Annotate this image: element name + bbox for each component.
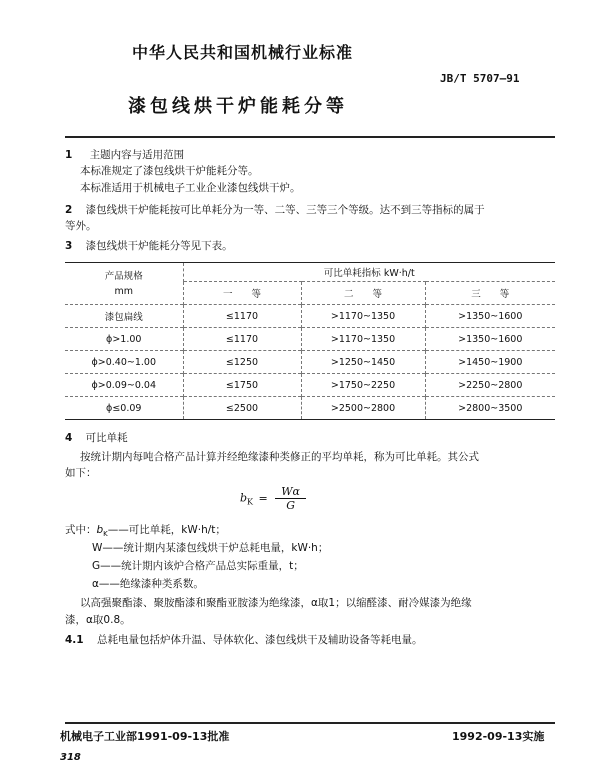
section-number: 3: [65, 240, 73, 252]
section-number: 2: [65, 204, 73, 216]
grade-3-cell: >1350~1600: [425, 328, 555, 351]
spec-header-unit: mm: [114, 285, 133, 297]
section-title: 可比单耗: [85, 432, 128, 444]
section-number: 1: [65, 149, 73, 161]
spec-header: [65, 263, 183, 305]
spec-cell: ϕ>1.00: [65, 328, 183, 351]
grade-3-cell: >1450~1900: [425, 351, 555, 374]
section-2-line: [65, 202, 555, 218]
grade-2-header: 二 等: [301, 282, 425, 305]
where-label: 式中：: [65, 524, 97, 536]
grade-1-cell: ≤1250: [183, 351, 301, 374]
section-4-heading: [65, 430, 128, 446]
def-symbol: b: [96, 524, 104, 536]
table-row: [65, 374, 555, 397]
energy-grade-table: [65, 262, 555, 420]
grade-2-cell: >1250~1450: [301, 351, 425, 374]
paragraph: 本标准规定了漆包线烘干炉能耗分等。: [80, 165, 259, 177]
spec-cell: ϕ≤0.09: [65, 397, 183, 420]
page-number: 318: [60, 752, 81, 763]
definition-line: G——统计期内该炉合格产品总实际重量，t；: [92, 560, 304, 572]
formula-numerator: Wα: [275, 485, 306, 499]
grade-1-cell: ≤1750: [183, 374, 301, 397]
def-text: ——可比单耗，kW·h/t；: [107, 524, 226, 536]
def-symbol-subscript: K: [103, 530, 108, 539]
grade-3-cell: >1350~1600: [425, 305, 555, 328]
grade-1-header: 一 等: [183, 282, 301, 305]
formula-fraction: [275, 485, 306, 512]
formula-lhs: b: [240, 491, 248, 505]
paragraph-text: 漆包线烘干炉能耗按可比单耗分为一等、二等、三等三个等级。达不到三等指标的属于: [85, 204, 485, 216]
footer-rule: [65, 722, 555, 724]
spec-cell: 漆包扁线: [65, 305, 183, 328]
paragraph-continuation: 漆，α取0.8。: [65, 614, 131, 626]
grade-2-cell: >1170~1350: [301, 305, 425, 328]
approval-line: 机械电子工业部1991-09-13批准: [60, 730, 230, 743]
grade-1-cell: ≤1170: [183, 305, 301, 328]
formula: [240, 485, 306, 512]
section-1-heading: [65, 147, 184, 163]
table-row: [65, 397, 555, 420]
table-row: [65, 351, 555, 374]
spec-cell: ϕ>0.09~0.04: [65, 374, 183, 397]
definition-line: W——统计期内某漆包线烘干炉总耗电量，kW·h；: [92, 542, 329, 554]
paragraph-text: 漆包线烘干炉能耗分等见下表。: [85, 240, 233, 252]
paragraph: 按统计期内每吨合格产品计算并经绝缘漆种类修正的平均单耗，称为可比单耗。其公式: [80, 451, 479, 463]
grade-1-cell: ≤2500: [183, 397, 301, 420]
grade-3-header: 三 等: [425, 282, 555, 305]
section-4-1-line: [65, 632, 422, 648]
section-number: 4.1: [65, 634, 84, 646]
definition-line: α——绝缘漆种类系数。: [92, 578, 204, 590]
formula-lhs-subscript: K: [247, 497, 254, 507]
paragraph: 本标准适用于机械电子工业企业漆包线烘干炉。: [80, 182, 301, 194]
paragraph-continuation: 如下：: [65, 467, 97, 479]
header-rule: [65, 136, 555, 138]
grade-2-cell: >2500~2800: [301, 397, 425, 420]
section-number: 4: [65, 432, 73, 444]
formula-equals: =: [258, 491, 268, 505]
implementation-date: 1992-09-13实施: [452, 730, 545, 743]
section-3-line: [65, 238, 233, 254]
paragraph: 以高强聚酯漆、聚胺酯漆和聚酯亚胺漆为绝缘漆，α取1；以缩醛漆、耐冷媒漆为绝缘: [80, 597, 472, 609]
section-title: 主题内容与适用范围: [89, 149, 185, 161]
grade-2-cell: >1170~1350: [301, 328, 425, 351]
paragraph-text: 总耗电量包括炉体升温、导体软化、漆包线烘干及辅助设备等耗电量。: [96, 634, 423, 646]
grade-3-cell: >2250~2800: [425, 374, 555, 397]
table-row: [65, 305, 555, 328]
index-group-header: 可比单耗指标 kW·h/t: [183, 263, 555, 282]
table-row: [65, 328, 555, 351]
grade-1-cell: ≤1170: [183, 328, 301, 351]
document-title: 漆包线烘干炉能耗分等: [128, 96, 348, 117]
grade-2-cell: >1750~2250: [301, 374, 425, 397]
paragraph-continuation: 等外。: [65, 220, 97, 232]
grade-3-cell: >2800~3500: [425, 397, 555, 420]
standard-organization: 中华人民共和国机械行业标准: [132, 43, 354, 62]
formula-denominator: G: [286, 499, 296, 512]
standard-number: JB/T 5707—91: [440, 72, 520, 85]
spec-header-label: 产品规格: [104, 270, 143, 282]
spec-cell: ϕ>0.40~1.00: [65, 351, 183, 374]
